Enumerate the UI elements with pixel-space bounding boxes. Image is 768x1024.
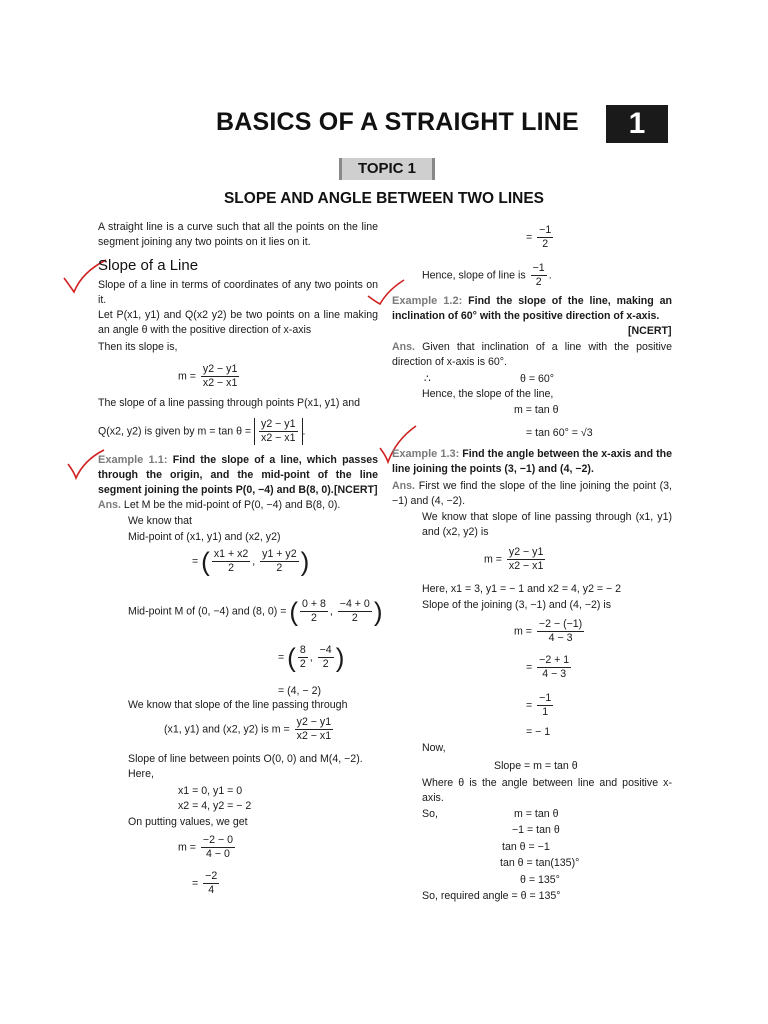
abs-fraction: $\frac{y2 - y1}{x2 - x1}$: [254, 418, 302, 445]
here-text: Here,: [128, 768, 154, 780]
values-line-2: x2 = 4, y2 = − 2: [178, 800, 252, 812]
m-tan-theta: m = tan θ: [514, 404, 559, 416]
midpoint-formula: = ( $\frac{x1 + x2}{2}$ , $\frac{y1 + y2}{2}$ ): [192, 546, 310, 577]
answer-1-3: Ans. First we find the slope of the line joining the point (3, −1) and (4, −2).: [392, 480, 673, 507]
values-line-1: x1 = 0, y1 = 0: [178, 785, 243, 797]
hence-slope-line: Hence, the slope of the line,: [422, 388, 554, 400]
top-fraction: = $\frac{-1}{2}$: [526, 224, 552, 250]
chapter-title: BASICS OF A STRAIGHT LINE: [216, 108, 579, 136]
required-angle: So, required angle = θ = 135°: [422, 890, 561, 902]
m-equals: m =: [178, 370, 196, 383]
so-step-1: m = tan θ: [514, 808, 559, 820]
so-text: So,: [422, 808, 438, 820]
slope-heading: Slope of a Line: [98, 257, 199, 274]
we-know-text: We know that: [128, 515, 192, 527]
let-points-text: Let P(x1, y1) and Q(x2 y2) be two points on a line making an angle θ with the positive direction of x-axis: [98, 309, 378, 336]
step-3: = $\frac{-1}{1}$: [526, 692, 552, 718]
answer-line: Ans. Let M be the mid-point of P(0, −4) and B(8, 0).: [98, 499, 341, 511]
slope-between-text: Slope of line between points O(0, 0) and M(4, −2).: [128, 753, 363, 765]
then-slope-text: Then its slope is,: [98, 341, 178, 353]
slope-passing-text: The slope of a line passing through points P(x1, y1) and: [98, 397, 361, 409]
example-1-3: Example 1.3: Find the angle between the x-axis and the line joining the points (3, −1) and (4, −2).: [392, 448, 672, 475]
example-text: Find the slope of a line, which passes through the origin, and the mid-point of the line segment joining the points P(0, −4) and B(8, 0).: [98, 454, 378, 496]
slope-fraction: $\frac{y2 - y1}{x2 - x1}$: [202, 363, 238, 389]
midpoint-m-formula: Mid-point M of (0, −4) and (8, 0) = ( $\frac{0 + 8}{2}$ , $\frac{-4 + 0}{2}$ ): [128, 596, 383, 627]
tan-theta-formula: Q(x2, y2) is given by m = tan θ = $\frac{y2 - y1}{x2 - x1}$ .: [98, 418, 306, 444]
so-step-2: −1 = tan θ: [512, 824, 560, 836]
tan-60: = tan 60° = √3: [526, 427, 593, 439]
step-1: m = $\frac{-2 - (-1)}{4 - 3}$: [514, 618, 583, 644]
step-4: = − 1: [526, 726, 551, 738]
topic-label: TOPIC 1: [339, 158, 435, 180]
ans-label: Ans.: [98, 499, 121, 511]
section-title: SLOPE AND ANGLE BETWEEN TWO LINES: [223, 190, 545, 207]
know-slope-text: We know that slope of the line passing through: [128, 699, 348, 711]
now-text: Now,: [422, 742, 446, 754]
so-step-3: tan θ = −1: [502, 841, 550, 853]
putting-values-text: On putting values, we get: [128, 816, 248, 828]
theta-60: θ = 60°: [520, 373, 554, 385]
therefore-symbol: ∴: [424, 373, 431, 385]
hence-slope: Hence, slope of line is $\frac{-1}{2}$ .: [422, 262, 552, 288]
slope-formula: [178, 363, 241, 390]
intro-paragraph: A straight line is a curve such that all the points on the line segment joining any two points on it lies on it.: [98, 221, 378, 248]
points-slope-formula: (x1, y1) and (x2, y2) is m = $\frac{y2 - y1}{x2 - x1}$: [164, 716, 332, 742]
so-step-5: θ = 135°: [520, 874, 560, 886]
result-formula-2: = $\frac{-2}{4}$: [192, 870, 218, 896]
result-formula-1: m = $\frac{-2 - 0}{4 - 0}$: [178, 834, 233, 860]
answer-1-2: Ans. Given that inclination of a line with the positive direction of x-axis is 60°.: [392, 341, 672, 368]
ncert-tag: [NCERT]: [334, 484, 378, 496]
midpoint-simplified: = ( $\frac{8}{2}$ , $\frac{-4}{2}$ ): [278, 642, 345, 673]
so-step-4: tan θ = tan(135)°: [500, 857, 580, 869]
q-given-text: Q(x2, y2) is given by m = tan θ =: [98, 425, 252, 438]
midpoint-result: = (4, − 2): [278, 685, 321, 697]
ncert-tag-2: [NCERT]: [628, 325, 672, 337]
slope-joining-text: Slope of the joining (3, −1) and (4, −2) is: [422, 599, 612, 611]
chapter-number-badge: 1: [606, 105, 668, 143]
we-know-slope-3: We know that slope of line passing through (x1, y1) and (x2, y2) is: [422, 511, 672, 538]
example-1-2: Example 1.2: Find the slope of the line, making an inclination of 60° with the positive direction of x-axis.: [392, 295, 672, 322]
where-text: Where θ is the angle between line and positive x-axis.: [422, 777, 672, 804]
example-label: Example 1.1:: [98, 454, 168, 466]
slope-formula-3: m = $\frac{y2 - y1}{x2 - x1}$: [484, 546, 544, 572]
step-2: = $\frac{-2 + 1}{4 - 3}$: [526, 654, 570, 680]
midpoint-of-text: Mid-point of (x1, y1) and (x2, y2): [128, 531, 281, 543]
here-values-3: Here, x1 = 3, y1 = − 1 and x2 = 4, y2 = − 2: [422, 583, 622, 595]
slope-tan-theta: Slope = m = tan θ: [494, 760, 578, 772]
slope-definition: Slope of a line in terms of coordinates of any two points on it.: [98, 279, 378, 306]
